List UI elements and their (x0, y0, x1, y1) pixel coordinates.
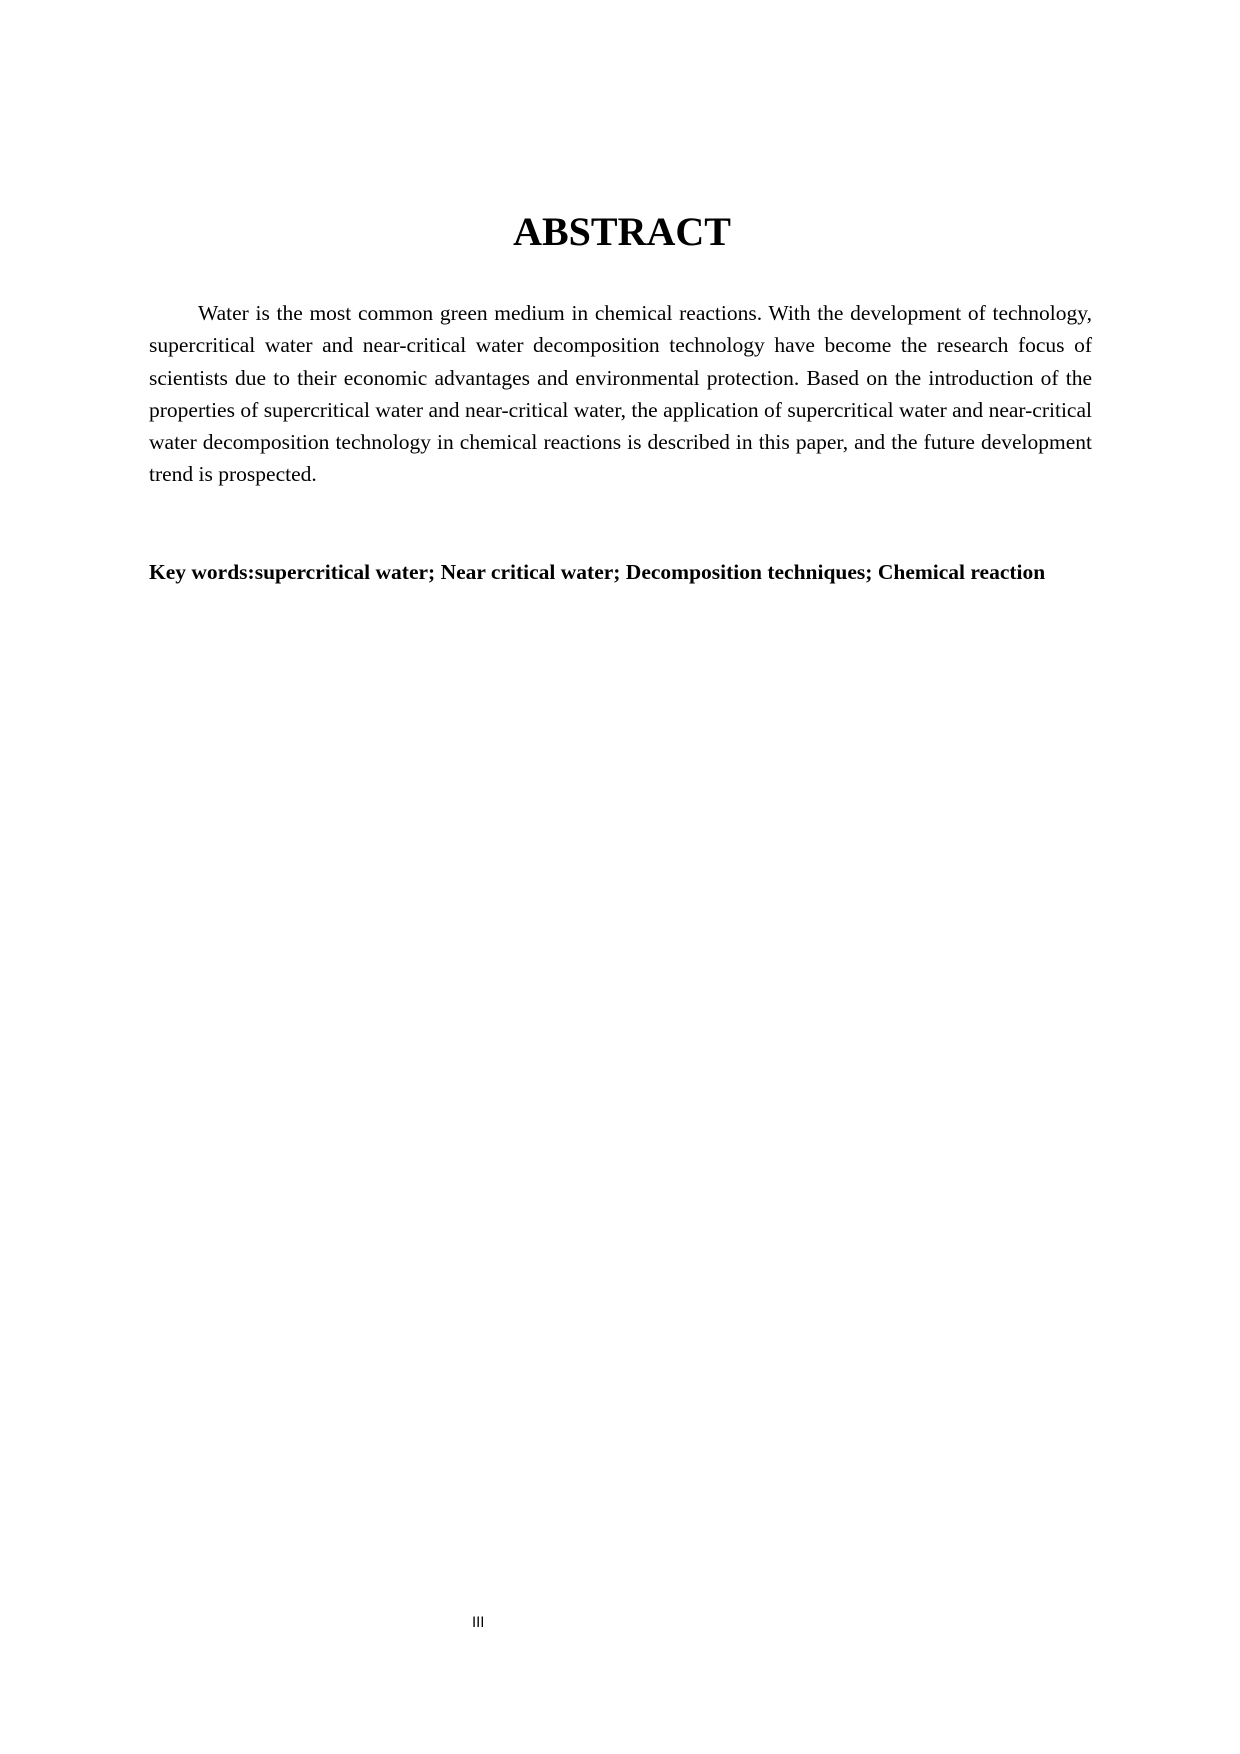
abstract-paragraph: Water is the most common green medium in chemical reactions. With the development of technology, supercritical water and near-critical water decomposition technology have become the research focus of scientists due to their economic advantages and environmental protection. Based on the introduction of the properties of supercritical water and near-critical water, the application of supercritical water and near-critical water decomposition technology in chemical reactions is described in this paper, and the future development trend is prospected. (149, 301, 1092, 487)
page-title: ABSTRACT (513, 209, 731, 254)
keywords-list: supercritical water; Near critical water; Decomposition techniques; Chemical reaction (254, 560, 1046, 584)
keywords (149, 556, 1092, 589)
page-number: III (472, 1615, 485, 1631)
keywords-label: Key words: (149, 560, 255, 584)
